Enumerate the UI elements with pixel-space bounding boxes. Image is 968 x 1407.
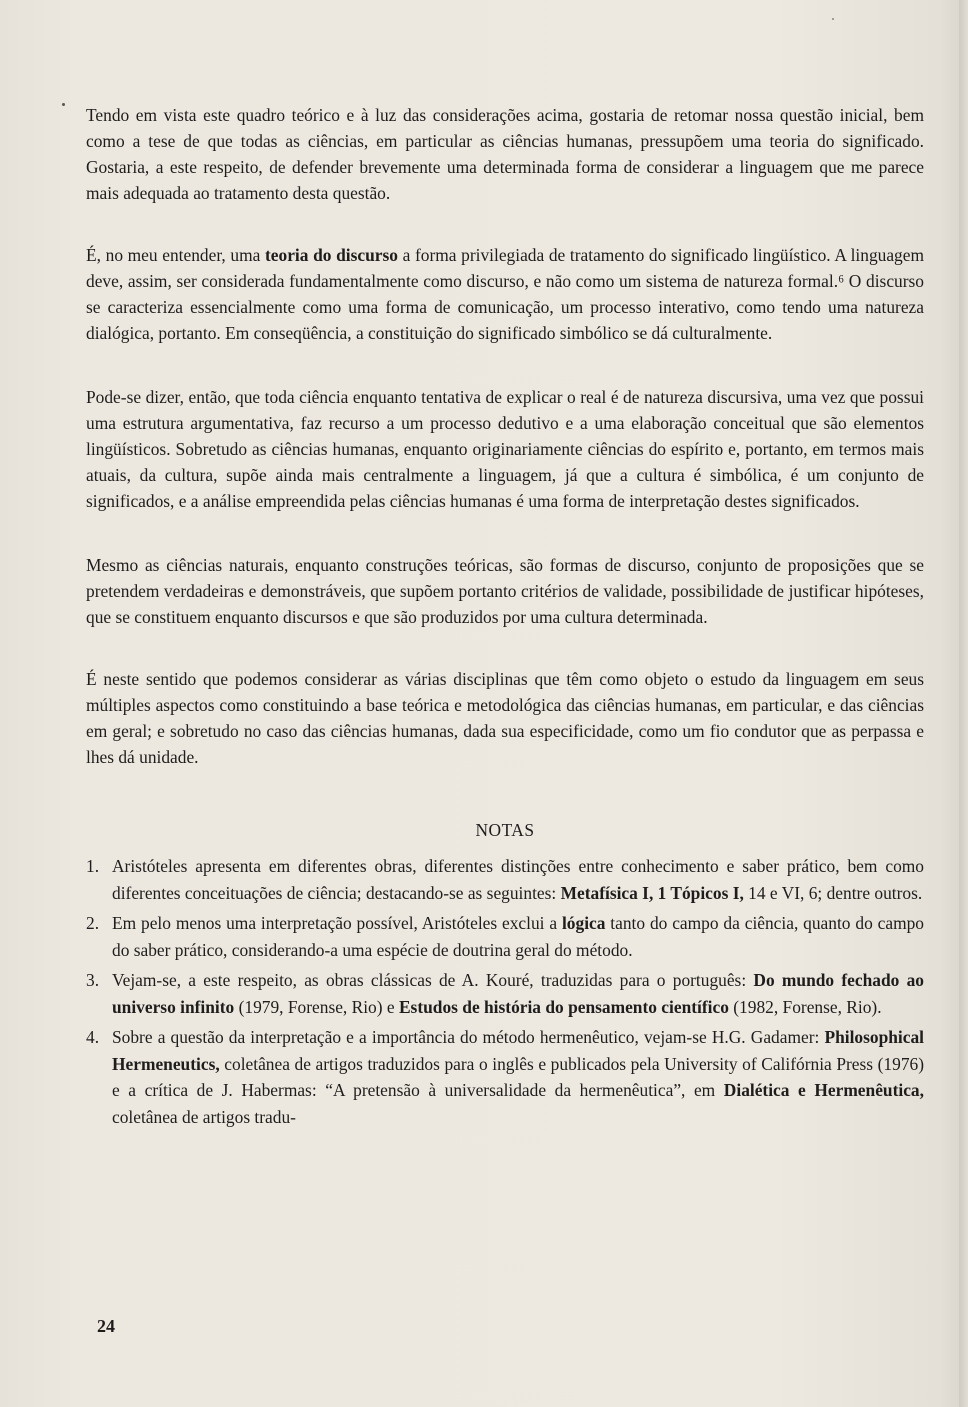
page-edge-shadow [959,0,968,1407]
speck-mark [62,103,65,106]
note-item [86,910,924,963]
notes-list [86,853,924,1130]
text-run: Sobre a questão da interpretação e a importância do método hermenêutico, vejam-se H.G. Gadamer: [112,1027,825,1047]
body-paragraph [86,384,924,514]
bold-text: Do mundo fechado ao universo infinito [112,970,924,1017]
bold-text: Metafísica I, 1 Tópicos I, [560,882,744,903]
bold-text: lógica [561,913,606,933]
text-run: a forma privilegiada de tratamento do significado lingüístico. A linguagem deve, assim, ser considerada fundamentalmente como discurso, e não como um sistema de natureza formal.⁶ O discurso se caracteriza essencialmente como uma forma de comunicação, um processo interativo, como tendo uma natureza dialógica, portanto. Em conseqüência, a constituição do significado simbólico se dá culturalmente. [86,245,924,343]
speck-mark [832,18,834,20]
text-run: 14 e VI, 6; dentre outros. [743,882,923,903]
text-run: É, no meu entender, uma [86,245,265,265]
text-run: coletânea de artigos tradu- [112,1106,296,1127]
text-run: Em pelo menos uma interpretação possível, Aristóteles exclui a [112,913,562,933]
body-paragraph [86,552,924,630]
notes-heading: NOTAS [475,820,535,840]
text-run: coletânea de artigos traduzidos para o inglês e publicados pela University of Califórnia Press (1976) e a crítica de J. Habermas: “A pretensão à universalidade da hermenêutica”, em [112,1053,924,1100]
text-run: (1982, Forense, Rio). [728,996,882,1017]
note-number: 2. [86,913,100,933]
text-run: Pode-se dizer, então, que toda ciência enquanto tentativa de explicar o real é de natureza discursiva, uma vez que possui uma estrutura argumentativa, faz recurso a um processo dedutivo e a uma elaboração conceitual que são elementos lingüísticos. Sobretudo as ciências humanas, enquanto originariamente ciências do espírito e, portanto, em termos mais atuais, da cultura, supõe ainda mais centralmente a linguagem, já que a cultura é simbólica, é um conjunto de significados, e a análise empreendida pelas ciências humanas é uma forma de interpretação destes significados. [86,387,924,511]
bold-text: Estudos de história do pensamento científico [398,996,729,1017]
bold-text: teoria do discurso [265,245,398,265]
body-paragraph [86,242,924,346]
note-item [86,967,924,1020]
text-run: Aristóteles apresenta em diferentes obras, diferentes distinções entre conhecimento e saber prático, bem como diferentes conceituações de ciência; destacando-se as seguintes: [112,856,924,903]
note-item [86,1024,924,1130]
note-number: 3. [86,970,100,990]
text-run: É neste sentido que podemos considerar as várias disciplinas que têm como objeto o estudo da linguagem em seus múltiples aspectos como constituindo a base teórica e metodológica das ciências humanas, em particular, e das ciências em geral; e sobretudo no caso das ciências humanas, dada sua especificidade, como um fio condutor que as perpassa e lhes dá unidade. [86,669,924,767]
body-paragraph [86,666,924,770]
text-run: tanto do campo da ciência, quanto do campo do saber prático, considerando-a uma espécie de doutrina geral do método. [112,913,924,960]
text-run: (1979, Forense, Rio) e [234,996,399,1017]
note-number: 1. [86,856,100,876]
page-content [86,102,924,1134]
body-paragraph [86,102,924,206]
bold-text: Dialética e Hermenêutica, [723,1080,924,1100]
text-run: Mesmo as ciências naturais, enquanto construções teóricas, são formas de discurso, conjunto de proposições que se pretendem verdadeiras e demonstráveis, que supõem portanto critérios de validade, possibilidade de justificar hipóteses, que se constituem enquanto discursos e que são produzidos por uma cultura determinada. [86,555,924,627]
text-run: Vejam-se, a este respeito, as obras clássicas de A. Kouré, traduzidas para o português: [112,970,754,990]
text-run: Tendo em vista este quadro teórico e à luz das considerações acima, gostaria de retomar nossa questão inicial, bem como a tese de que todas as ciências, em particular as ciências humanas, pressupõem uma teoria do significado. Gostaria, a este respeito, de defender brevemente uma determinada forma de considerar a linguagem que me parece mais adequada ao tratamento desta questão. [86,105,924,203]
note-item [86,853,924,906]
page-number: 24 [97,1316,115,1336]
note-number: 4. [86,1027,100,1047]
bold-text: Philosophical Hermeneutics, [112,1027,924,1074]
